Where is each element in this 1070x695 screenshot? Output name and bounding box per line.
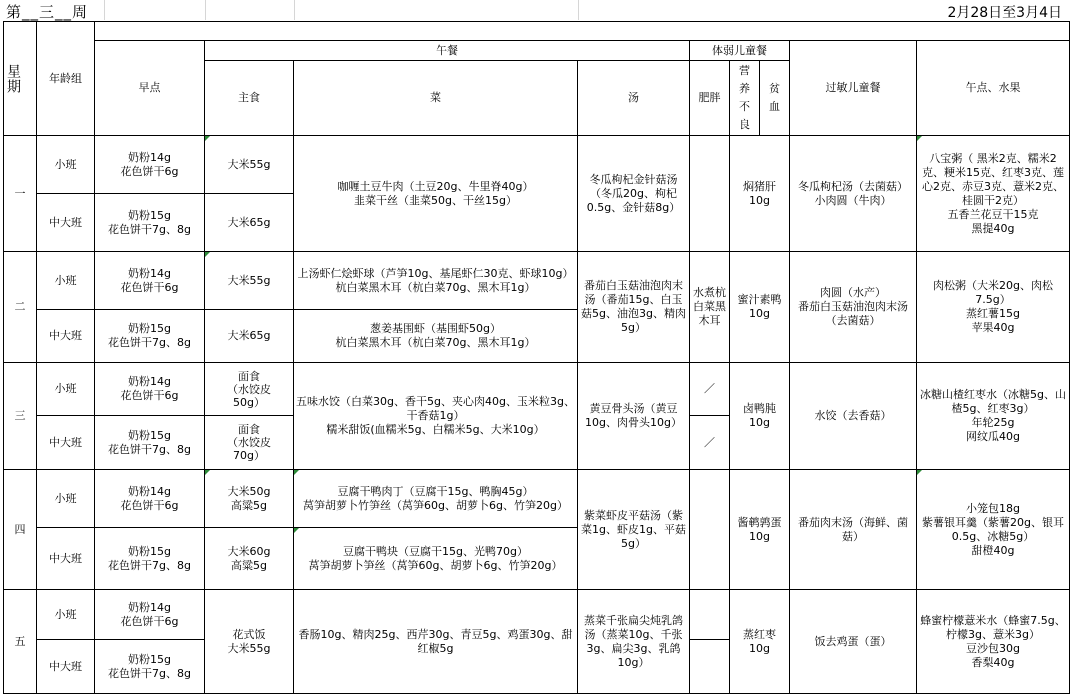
soup-cell: 番茄白玉菇油泡肉末汤（番茄15g、白玉菇5g、油泡3g、精肉5g） [578, 252, 690, 363]
staple-cell: 大米65g [205, 194, 294, 252]
breakfast-cell: 奶粉15g 花色饼干7g、8g [95, 528, 205, 590]
age-group-cell: 中大班 [37, 528, 95, 590]
day-label: 五 [4, 590, 37, 694]
date-range: 2月28日至3月4日 [947, 5, 1062, 21]
col-anemia: 贫血 [760, 61, 790, 136]
breakfast-cell: 奶粉15g 花色饼干7g、8g [95, 640, 205, 694]
dish-cell: 豆腐干鸭块（豆腐干15g、光鸭70g） 莴笋胡萝卜笋丝（莴笋60g、胡萝卜6g、竹笋20g） [294, 528, 578, 590]
col-obese: 肥胖 [690, 61, 730, 136]
gridline [205, 0, 206, 20]
staple-cell: 花式饭 大米55g [205, 590, 294, 694]
staple-cell: 大米60g 高粱5g [205, 528, 294, 590]
snack-cell: 小笼包18g 紫薯银耳羹（紫薯20g、银耳0.5g、冰糖5g） 甜橙40g [917, 470, 1070, 590]
dish-cell: 上汤虾仁烩虾球（芦笋10g、基尾虾仁30克、虾球10g） 杭白菜黑木耳（杭白菜70g、黑木耳1g） [294, 252, 578, 310]
dish-cell: 豆腐干鸭肉丁（豆腐干15g、鸭胸45g） 莴笋胡萝卜竹笋丝（莴笋60g、胡萝卜6g、竹笋20g） [294, 470, 578, 528]
breakfast-cell: 奶粉14g 花色饼干6g [95, 363, 205, 416]
obese-cell [690, 136, 730, 252]
malnutrition-anemia-cell: 焖猪肝 10g [730, 136, 790, 252]
col-snack: 午点、水果 [917, 41, 1070, 136]
obese-cell [690, 470, 730, 590]
malnutrition-anemia-cell: 酱鹌鹑蛋 10g [730, 470, 790, 590]
obese-cell: 水煮杭白菜黑木耳 [690, 252, 730, 363]
obese-cell: ／ [690, 363, 730, 416]
age-group-cell: 小班 [37, 590, 95, 640]
age-group-cell: 中大班 [37, 194, 95, 252]
age-group-cell: 中大班 [37, 640, 95, 694]
staple-cell: 大米55g [205, 136, 294, 194]
col-lunch: 午餐 [205, 41, 690, 61]
sheet-header [0, 0, 1070, 20]
menu-table [3, 21, 1070, 694]
breakfast-cell: 奶粉14g 花色饼干6g [95, 470, 205, 528]
malnutrition-anemia-cell: 卤鸭肫 10g [730, 363, 790, 470]
breakfast-cell: 奶粉15g 花色饼干7g、8g [95, 194, 205, 252]
col-dish: 菜 [294, 61, 578, 136]
staple-cell: 面食 （水饺皮 50g） [205, 363, 294, 416]
dish-cell: 葱姜基围虾（基围虾50g） 杭白菜黑木耳（杭白菜70g、黑木耳1g） [294, 310, 578, 363]
dish-cell: 五味水饺（白菜30g、香干5g、夹心肉40g、玉米粒3g、干香菇1g） 糯米甜饭(血糯米5g、白糯米5g、大米10g） [294, 363, 578, 470]
dish-cell: 咖喱土豆牛肉（土豆20g、牛里脊40g） 韭菜干丝（韭菜50g、干丝15g） [294, 136, 578, 252]
soup-cell: 紫菜虾皮平菇汤（紫菜1g、虾皮1g、平菇5g） [578, 470, 690, 590]
col-malnutrition: 营养不良 [730, 61, 760, 136]
obese-cell [690, 640, 730, 694]
col-soup: 汤 [578, 61, 690, 136]
malnutrition-anemia-cell: 蒸红枣 10g [730, 590, 790, 694]
col-staple: 主食 [205, 61, 294, 136]
obese-cell: ／ [690, 416, 730, 470]
col-age-group: 年龄组 [37, 22, 95, 136]
day-label: 二 [4, 252, 37, 363]
snack-cell: 冰糖山楂红枣水（冰糖5g、山楂5g、红枣3g） 年轮25g 网纹瓜40g [917, 363, 1070, 470]
day-label: 一 [4, 136, 37, 252]
col-breakfast: 早点 [95, 41, 205, 136]
allergy-cell: 肉圆（水产） 番茄白玉菇油泡肉末汤（去菌菇） [790, 252, 917, 363]
breakfast-cell: 奶粉14g 花色饼干6g [95, 252, 205, 310]
soup-cell: 冬瓜枸杞金针菇汤（冬瓜20g、枸杞0.5g、金针菇8g） [578, 136, 690, 252]
age-group-cell: 中大班 [37, 310, 95, 363]
col-weak-children: 体弱儿童餐 [690, 41, 790, 61]
snack-cell: 蜂蜜柠檬薏米水（蜂蜜7.5g、柠檬3g、薏米3g） 豆沙包30g 香梨40g [917, 590, 1070, 694]
dish-cell: 香肠10g、精肉25g、西芹30g、青豆5g、鸡蛋30g、甜红椒5g [294, 590, 578, 694]
allergy-cell: 饭去鸡蛋（蛋） [790, 590, 917, 694]
obese-cell [690, 590, 730, 640]
snack-cell: 八宝粥（ 黑米2克、糯米2克、粳米15克、红枣3克、莲心2克、赤豆3克、薏米2克、桂圆干2克） 五香兰花豆干15克 黑提40g [917, 136, 1070, 252]
malnutrition-anemia-cell: 蜜汁素鸭 10g [730, 252, 790, 363]
allergy-cell: 水饺（去香菇） [790, 363, 917, 470]
staple-cell: 面食 （水饺皮 70g） [205, 416, 294, 470]
header-blank [95, 22, 1070, 41]
age-group-cell: 小班 [37, 136, 95, 194]
breakfast-cell: 奶粉14g 花色饼干6g [95, 590, 205, 640]
age-group-cell: 小班 [37, 470, 95, 528]
staple-cell: 大米55g [205, 252, 294, 310]
breakfast-cell: 奶粉15g 花色饼干7g、8g [95, 310, 205, 363]
col-weekday: 星期 [4, 22, 37, 136]
gridline [294, 0, 295, 20]
staple-cell: 大米50g 高粱5g [205, 470, 294, 528]
snack-cell: 肉松粥（大米20g、肉松7.5g） 蒸红薯15g 苹果40g [917, 252, 1070, 363]
gridline [578, 0, 579, 20]
allergy-cell: 番茄肉末汤（海鲜、菌菇） [790, 470, 917, 590]
week-label: 第__三__周 [6, 3, 89, 21]
age-group-cell: 小班 [37, 252, 95, 310]
soup-cell: 黄豆骨头汤（黄豆10g、肉骨头10g） [578, 363, 690, 470]
breakfast-cell: 奶粉14g 花色饼干6g [95, 136, 205, 194]
day-label: 四 [4, 470, 37, 590]
age-group-cell: 小班 [37, 363, 95, 416]
soup-cell: 蒸菜千张扁尖炖乳鸽汤（蒸菜10g、千张3g、扁尖3g、乳鸽10g） [578, 590, 690, 694]
age-group-cell: 中大班 [37, 416, 95, 470]
staple-cell: 大米65g [205, 310, 294, 363]
gridline [104, 0, 105, 20]
allergy-cell: 冬瓜枸杞汤（去菌菇） 小肉圆（牛肉） [790, 136, 917, 252]
breakfast-cell: 奶粉15g 花色饼干7g、8g [95, 416, 205, 470]
col-allergy: 过敏儿童餐 [790, 41, 917, 136]
day-label: 三 [4, 363, 37, 470]
